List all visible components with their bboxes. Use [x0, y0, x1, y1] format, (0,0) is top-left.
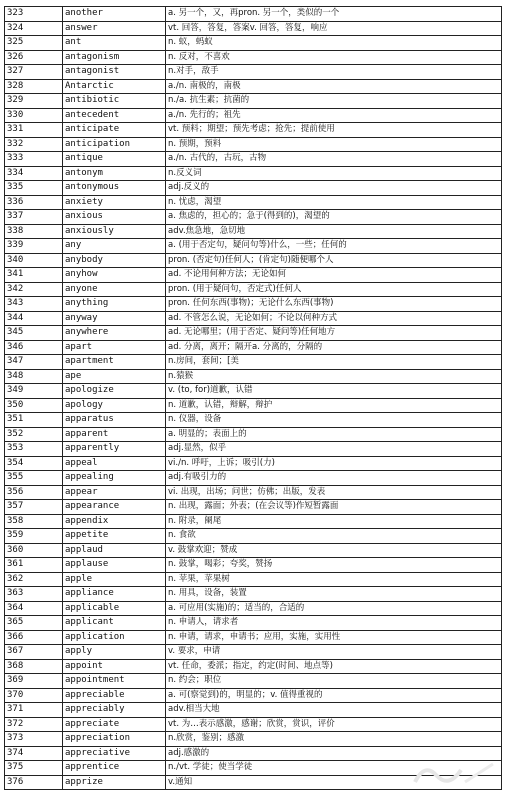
- definition-cell: vt. 为…表示感激，感谢；欣赏，赏识，评价: [166, 717, 502, 732]
- table-row: [5, 616, 502, 631]
- definition-cell: n. 蚁，蚂蚁: [166, 36, 502, 51]
- word-cell: antecedent: [63, 108, 166, 123]
- row-number-cell: 324: [5, 21, 63, 36]
- table-row: [5, 210, 502, 225]
- definition-cell: pron. (用于疑问句，否定式)任何人: [166, 282, 502, 297]
- row-number-cell: 358: [5, 514, 63, 529]
- definition-cell: a. 明显的；表面上的: [166, 427, 502, 442]
- table-row: [5, 224, 502, 239]
- table-row: [5, 717, 502, 732]
- word-cell: applicant: [63, 616, 166, 631]
- row-number-cell: 369: [5, 674, 63, 689]
- table-row: [5, 79, 502, 94]
- table-row: [5, 587, 502, 602]
- word-cell: application: [63, 630, 166, 645]
- row-number-cell: 362: [5, 572, 63, 587]
- definition-cell: n. 用具，设备，装置: [166, 587, 502, 602]
- table-row: [5, 601, 502, 616]
- table-row: [5, 500, 502, 515]
- table-row: [5, 369, 502, 384]
- table-row: [5, 746, 502, 761]
- row-number-cell: 331: [5, 123, 63, 138]
- definition-cell: adj.感激的: [166, 746, 502, 761]
- table-row: [5, 688, 502, 703]
- table-row: [5, 297, 502, 312]
- definition-cell: ad. 不管怎么说，无论如何；不论以何种方式: [166, 311, 502, 326]
- row-number-cell: 351: [5, 413, 63, 428]
- row-number-cell: 334: [5, 166, 63, 181]
- definition-cell: a./n. 先行的；祖先: [166, 108, 502, 123]
- word-cell: appeal: [63, 456, 166, 471]
- table-row: [5, 65, 502, 80]
- definition-cell: n.对手，敌手: [166, 65, 502, 80]
- table-row: [5, 326, 502, 341]
- row-number-cell: 330: [5, 108, 63, 123]
- row-number-cell: 336: [5, 195, 63, 210]
- row-number-cell: 335: [5, 181, 63, 196]
- definition-cell: n. 忧虑，渴望: [166, 195, 502, 210]
- table-row: [5, 108, 502, 123]
- word-cell: Antarctic: [63, 79, 166, 94]
- word-cell: applicable: [63, 601, 166, 616]
- table-row: [5, 703, 502, 718]
- definition-cell: n.房间，套间；[美: [166, 355, 502, 370]
- word-cell: apprize: [63, 775, 166, 790]
- table-row: [5, 311, 502, 326]
- word-cell: apology: [63, 398, 166, 413]
- table-row: [5, 268, 502, 283]
- table-row: [5, 572, 502, 587]
- word-cell: antonym: [63, 166, 166, 181]
- table-row: [5, 413, 502, 428]
- definition-cell: n. 鼓掌，喝彩；夸奖，赞扬: [166, 558, 502, 573]
- row-number-cell: 349: [5, 384, 63, 399]
- word-cell: anxious: [63, 210, 166, 225]
- word-cell: appear: [63, 485, 166, 500]
- definition-cell: a. 可应用(实施)的；适当的，合适的: [166, 601, 502, 616]
- table-row: [5, 152, 502, 167]
- row-number-cell: 367: [5, 645, 63, 660]
- word-cell: antibiotic: [63, 94, 166, 109]
- definition-cell: ad. 不论用何种方法；无论如何: [166, 268, 502, 283]
- word-cell: anyhow: [63, 268, 166, 283]
- row-number-cell: 329: [5, 94, 63, 109]
- row-number-cell: 342: [5, 282, 63, 297]
- word-cell: anticipation: [63, 137, 166, 152]
- definition-cell: ad. 无论哪里；(用于否定、疑问等)任何地方: [166, 326, 502, 341]
- definition-cell: a. 焦虑的，担心的；急于(得到的)，渴望的: [166, 210, 502, 225]
- word-cell: anticipate: [63, 123, 166, 138]
- table-row: [5, 732, 502, 747]
- row-number-cell: 346: [5, 340, 63, 355]
- word-cell: applause: [63, 558, 166, 573]
- definition-cell: a. 可(察觉到)的，明显的；v. 值得重视的: [166, 688, 502, 703]
- word-cell: appreciation: [63, 732, 166, 747]
- word-cell: ape: [63, 369, 166, 384]
- table-row: [5, 398, 502, 413]
- table-row: [5, 761, 502, 776]
- word-cell: appreciative: [63, 746, 166, 761]
- definition-cell: n.猿猴: [166, 369, 502, 384]
- table-row: [5, 181, 502, 196]
- row-number-cell: 368: [5, 659, 63, 674]
- word-cell: appoint: [63, 659, 166, 674]
- word-cell: ant: [63, 36, 166, 51]
- row-number-cell: 363: [5, 587, 63, 602]
- table-row: [5, 543, 502, 558]
- word-cell: apple: [63, 572, 166, 587]
- table-row: [5, 514, 502, 529]
- definition-cell: adv.焦急地，急切地: [166, 224, 502, 239]
- row-number-cell: 354: [5, 456, 63, 471]
- row-number-cell: 328: [5, 79, 63, 94]
- row-number-cell: 323: [5, 7, 63, 22]
- word-cell: apart: [63, 340, 166, 355]
- table-row: [5, 50, 502, 65]
- definition-cell: n.反义词: [166, 166, 502, 181]
- row-number-cell: 371: [5, 703, 63, 718]
- definition-cell: n. 申请，请求，申请书；应用，实施，实用性: [166, 630, 502, 645]
- word-cell: another: [63, 7, 166, 22]
- definition-cell: ad. 分离，离开；隔开a. 分离的，分隔的: [166, 340, 502, 355]
- definition-cell: a./n. 古代的，古玩，古物: [166, 152, 502, 167]
- word-cell: antagonism: [63, 50, 166, 65]
- definition-cell: v.通知: [166, 775, 502, 790]
- table-row: [5, 645, 502, 660]
- row-number-cell: 340: [5, 253, 63, 268]
- word-cell: anybody: [63, 253, 166, 268]
- definition-cell: n. 出现，露面；外表；(在会议等)作短暂露面: [166, 500, 502, 515]
- definition-cell: vi./n. 呼吁，上诉；吸引(力): [166, 456, 502, 471]
- table-row: [5, 456, 502, 471]
- table-row: [5, 384, 502, 399]
- word-cell: antique: [63, 152, 166, 167]
- table-row: [5, 137, 502, 152]
- word-cell: apply: [63, 645, 166, 660]
- table-row: [5, 630, 502, 645]
- definition-cell: n./a. 抗生素；抗菌的: [166, 94, 502, 109]
- row-number-cell: 348: [5, 369, 63, 384]
- definition-cell: vt. 预料；期望；预先考虑；抢先；提前使用: [166, 123, 502, 138]
- table-row: [5, 282, 502, 297]
- definition-cell: a. (用于否定句，疑问句等)什么，一些；任何的: [166, 239, 502, 254]
- row-number-cell: 373: [5, 732, 63, 747]
- word-cell: appointment: [63, 674, 166, 689]
- table-row: [5, 674, 502, 689]
- table-row: [5, 7, 502, 22]
- definition-cell: vi. 出现，出场；问世；仿佛；出版，发表: [166, 485, 502, 500]
- definition-cell: n.欣赏，鉴别；感激: [166, 732, 502, 747]
- table-row: [5, 94, 502, 109]
- row-number-cell: 366: [5, 630, 63, 645]
- word-cell: apologize: [63, 384, 166, 399]
- row-number-cell: 355: [5, 471, 63, 486]
- table-row: [5, 340, 502, 355]
- table-row: [5, 485, 502, 500]
- definition-cell: n. 苹果，苹果树: [166, 572, 502, 587]
- definition-cell: v. 鼓掌欢迎；赞成: [166, 543, 502, 558]
- word-cell: anyone: [63, 282, 166, 297]
- vocabulary-table-body: [5, 7, 502, 790]
- word-cell: antagonist: [63, 65, 166, 80]
- definition-cell: pron. 任何东西(事物)；无论什么东西(事物): [166, 297, 502, 312]
- table-row: [5, 442, 502, 457]
- word-cell: applaud: [63, 543, 166, 558]
- row-number-cell: 344: [5, 311, 63, 326]
- table-row: [5, 195, 502, 210]
- row-number-cell: 325: [5, 36, 63, 51]
- table-row: [5, 659, 502, 674]
- word-cell: apprentice: [63, 761, 166, 776]
- definition-cell: n. 预期，预料: [166, 137, 502, 152]
- row-number-cell: 374: [5, 746, 63, 761]
- row-number-cell: 365: [5, 616, 63, 631]
- definition-cell: n./vt. 学徒；使当学徒: [166, 761, 502, 776]
- row-number-cell: 357: [5, 500, 63, 515]
- definition-cell: v. (to, for)道歉，认错: [166, 384, 502, 399]
- row-number-cell: 343: [5, 297, 63, 312]
- row-number-cell: 360: [5, 543, 63, 558]
- table-row: [5, 471, 502, 486]
- row-number-cell: 359: [5, 529, 63, 544]
- word-cell: apartment: [63, 355, 166, 370]
- definition-cell: n. 仪器，设备: [166, 413, 502, 428]
- table-row: [5, 253, 502, 268]
- row-number-cell: 356: [5, 485, 63, 500]
- definition-cell: n. 申请人，请求者: [166, 616, 502, 631]
- row-number-cell: 353: [5, 442, 63, 457]
- row-number-cell: 326: [5, 50, 63, 65]
- word-cell: anyway: [63, 311, 166, 326]
- row-number-cell: 372: [5, 717, 63, 732]
- row-number-cell: 345: [5, 326, 63, 341]
- row-number-cell: 339: [5, 239, 63, 254]
- word-cell: appendix: [63, 514, 166, 529]
- definition-cell: adj.反义的: [166, 181, 502, 196]
- definition-cell: n. 食欲: [166, 529, 502, 544]
- table-row: [5, 355, 502, 370]
- definition-cell: v. 要求，申请: [166, 645, 502, 660]
- table-row: [5, 123, 502, 138]
- table-row: [5, 529, 502, 544]
- table-row: [5, 775, 502, 790]
- word-cell: anxiety: [63, 195, 166, 210]
- word-cell: appealing: [63, 471, 166, 486]
- definition-cell: n. 反对，不喜欢: [166, 50, 502, 65]
- word-cell: any: [63, 239, 166, 254]
- definition-cell: n. 道歉，认错，辩解，辩护: [166, 398, 502, 413]
- word-cell: appetite: [63, 529, 166, 544]
- row-number-cell: 364: [5, 601, 63, 616]
- row-number-cell: 375: [5, 761, 63, 776]
- definition-cell: adj.显然，似乎: [166, 442, 502, 457]
- definition-cell: a./n. 南极的，南极: [166, 79, 502, 94]
- table-row: [5, 558, 502, 573]
- word-cell: anything: [63, 297, 166, 312]
- vocabulary-table: [4, 6, 502, 790]
- word-cell: appreciable: [63, 688, 166, 703]
- definition-cell: adj.有吸引力的: [166, 471, 502, 486]
- definition-cell: n. 附录，阑尾: [166, 514, 502, 529]
- definition-cell: vt. 任命，委派；指定，约定(时间、地点等): [166, 659, 502, 674]
- word-cell: anywhere: [63, 326, 166, 341]
- word-cell: appliance: [63, 587, 166, 602]
- row-number-cell: 332: [5, 137, 63, 152]
- table-row: [5, 166, 502, 181]
- word-cell: answer: [63, 21, 166, 36]
- definition-cell: adv.相当大地: [166, 703, 502, 718]
- row-number-cell: 333: [5, 152, 63, 167]
- row-number-cell: 338: [5, 224, 63, 239]
- table-row: [5, 21, 502, 36]
- word-cell: apparent: [63, 427, 166, 442]
- definition-cell: n. 约会；职位: [166, 674, 502, 689]
- definition-cell: pron. (否定句)任何人；(肯定句)随便哪个人: [166, 253, 502, 268]
- row-number-cell: 361: [5, 558, 63, 573]
- word-cell: antonymous: [63, 181, 166, 196]
- word-cell: appreciably: [63, 703, 166, 718]
- definition-cell: a. 另一个，又，再pron. 另一个，类似的一个: [166, 7, 502, 22]
- row-number-cell: 347: [5, 355, 63, 370]
- row-number-cell: 350: [5, 398, 63, 413]
- row-number-cell: 337: [5, 210, 63, 225]
- row-number-cell: 352: [5, 427, 63, 442]
- word-cell: apparatus: [63, 413, 166, 428]
- table-row: [5, 427, 502, 442]
- row-number-cell: 370: [5, 688, 63, 703]
- word-cell: appearance: [63, 500, 166, 515]
- definition-cell: vt. 回答，答复，答案v. 回答，答复，响应: [166, 21, 502, 36]
- word-cell: appreciate: [63, 717, 166, 732]
- word-cell: apparently: [63, 442, 166, 457]
- row-number-cell: 376: [5, 775, 63, 790]
- row-number-cell: 327: [5, 65, 63, 80]
- word-cell: anxiously: [63, 224, 166, 239]
- table-row: [5, 239, 502, 254]
- row-number-cell: 341: [5, 268, 63, 283]
- vocabulary-sheet: [4, 6, 502, 790]
- table-row: [5, 36, 502, 51]
